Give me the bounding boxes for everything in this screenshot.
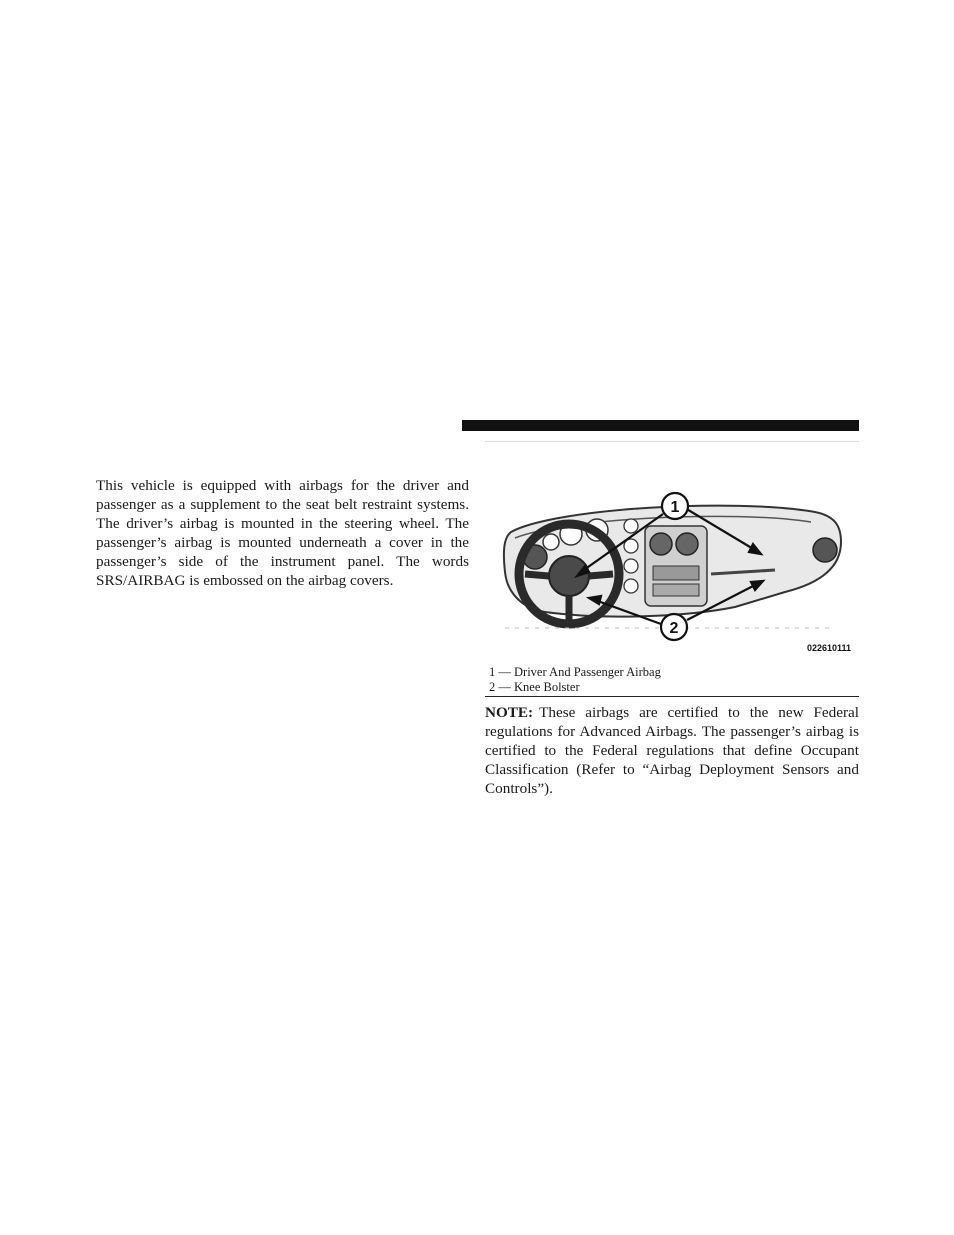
note-text: These airbags are certified to the new Federal regulations for Advanced Airbags. The passenger’s airbag is certified to the Federal regulations that define Occupant Classification (Refer to “Airbag Deployment Sensors and Controls”). [485,704,859,797]
section-rule-bar [462,420,859,431]
right-vent [813,538,837,562]
callout-2-label: 2 [669,620,679,637]
intro-paragraph: This vehicle is equipped with airbags for the driver and passenger as a supplement to the seat belt restraint systems. The driver’s airbag is mounted in the steering wheel. The passenger’s airbag is mounted underneath a cover in the passenger’s side of the instrument panel. The words SRS/AIRBAG is embossed on the airbag covers. [96,477,469,589]
dashboard-airbag-illustration [485,441,859,659]
note-paragraph [485,703,859,798]
note-label: NOTE: [485,704,534,721]
caption-line-2: 2 — Knee Bolster [489,679,580,694]
caption-divider [485,696,859,697]
driver-airbag-hub [549,556,589,596]
figure-caption [489,665,859,694]
figure-image-code: 022610111 [806,643,851,653]
callout-1-label: 1 [670,499,680,516]
caption-line-1: 1 — Driver And Passenger Airbag [489,665,661,679]
